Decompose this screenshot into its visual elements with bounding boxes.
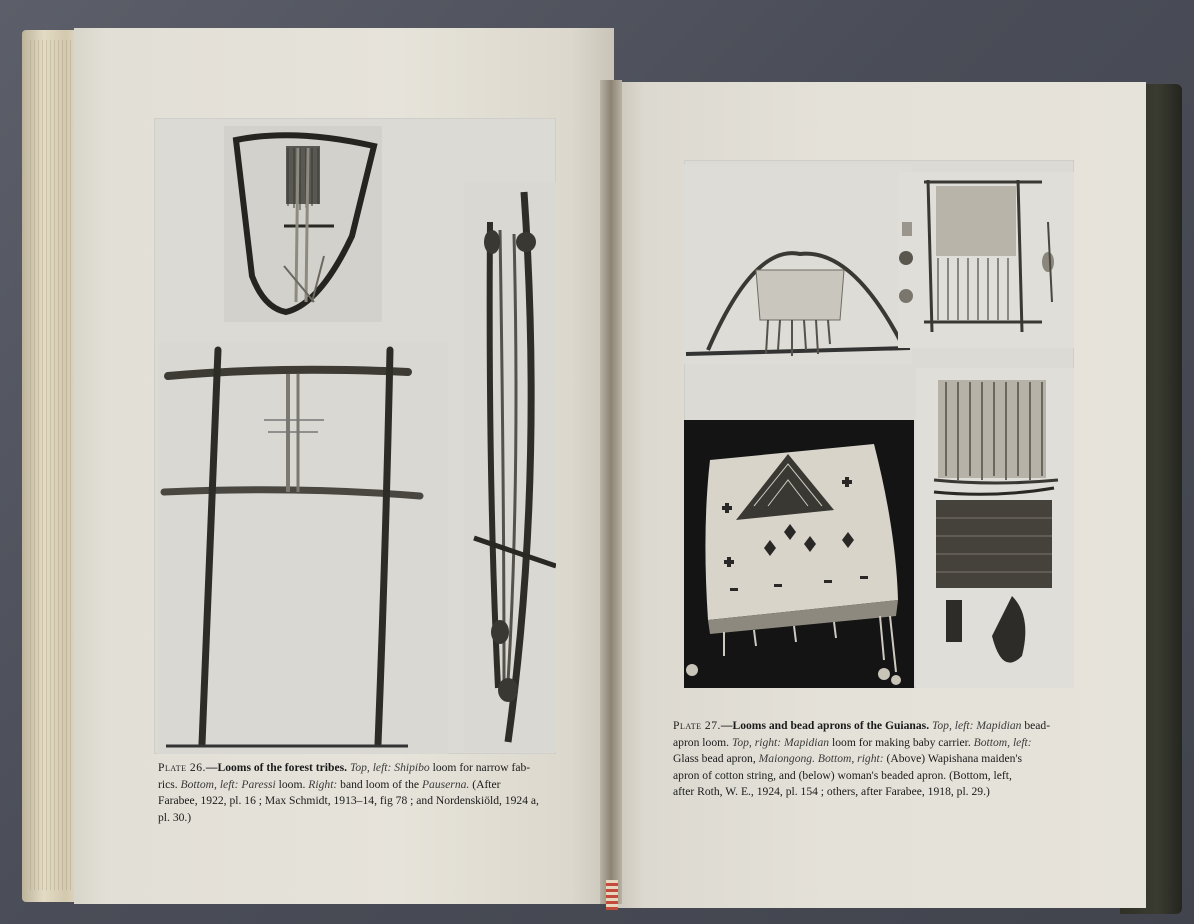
book-gutter xyxy=(600,80,622,904)
caption-line-2 xyxy=(158,777,582,794)
paressi-loom-photo xyxy=(158,342,448,754)
pauserna-band-loom-photo xyxy=(464,182,556,752)
caption-italic: Bottom, right: xyxy=(815,752,884,765)
wapishana-aprons-drawing xyxy=(916,368,1074,688)
caption-italic: Pauserna. xyxy=(421,777,470,791)
caption-line-1 xyxy=(158,760,582,777)
caption-italic: Top, left: Shipibo xyxy=(349,761,430,774)
caption-text: Glass bead apron, xyxy=(673,752,759,765)
caption-text: apron loom. xyxy=(673,735,732,749)
maiongong-bead-apron-photo xyxy=(684,420,914,688)
plate-26-caption xyxy=(158,760,582,826)
mapidian-baby-carrier-loom-photo xyxy=(898,172,1074,348)
caption-line-1 xyxy=(673,718,1087,735)
book-headband xyxy=(606,880,618,910)
caption-line-3 xyxy=(673,751,1087,768)
caption-line-4: apron of cotton string, and (below) woman's beaded apron. (Bottom, left, xyxy=(673,768,1012,782)
pauserna-loom-drawing xyxy=(464,182,556,752)
bead-apron-drawing xyxy=(684,420,914,688)
caption-italic: Bottom, left: Paressi xyxy=(180,777,276,791)
caption-italic: Maiongong. xyxy=(758,752,815,765)
wapishana-aprons-photo xyxy=(916,368,1074,688)
shipibo-loom-photo xyxy=(224,126,382,322)
caption-text: loom for narrow fab- xyxy=(429,761,531,774)
caption-text: loom. xyxy=(275,777,309,791)
caption-italic: Top, left: Mapidian xyxy=(932,719,1022,732)
shipibo-loom-drawing xyxy=(224,126,382,322)
caption-text: (Above) Wapishana maiden's xyxy=(883,752,1023,765)
caption-text: bead- xyxy=(1021,719,1051,732)
plate-26-photo xyxy=(154,118,556,754)
caption-line-3: Farabee, 1922, pl. 16 ; Max Schmidt, 1913–14, fig 78 ; and Nordenskiöld, 1924 a, xyxy=(158,794,539,807)
plate-number: Plate 26. xyxy=(158,761,206,774)
caption-line-5: after Roth, W. E., 1924, pl. 154 ; others, after Farabee, 1918, pl. 29.) xyxy=(673,785,990,798)
baby-carrier-loom-drawing xyxy=(898,172,1074,348)
caption-italic: Bottom, left: xyxy=(973,735,1032,749)
plate-title: —Looms and bead aprons of the Guianas. xyxy=(720,719,930,732)
plate-title: —Looms of the forest tribes. xyxy=(205,761,348,774)
plate-27-photo xyxy=(684,160,1074,688)
caption-text: (After xyxy=(469,777,501,791)
caption-text: loom for making baby carrier. xyxy=(829,735,974,749)
plate-number: Plate 27. xyxy=(673,719,721,732)
plate-27-caption xyxy=(673,718,1087,801)
caption-line-4: pl. 30.) xyxy=(158,810,192,824)
bead-apron-loom-drawing xyxy=(684,164,912,364)
mapidian-bead-apron-loom-photo xyxy=(684,164,912,364)
paressi-loom-drawing xyxy=(158,342,448,754)
caption-line-2 xyxy=(673,735,1087,752)
caption-text: rics. xyxy=(158,777,181,791)
caption-italic: Right: xyxy=(308,777,338,791)
caption-text: band loom of the xyxy=(337,777,422,791)
caption-italic: Top, right: Mapidian xyxy=(731,735,830,749)
